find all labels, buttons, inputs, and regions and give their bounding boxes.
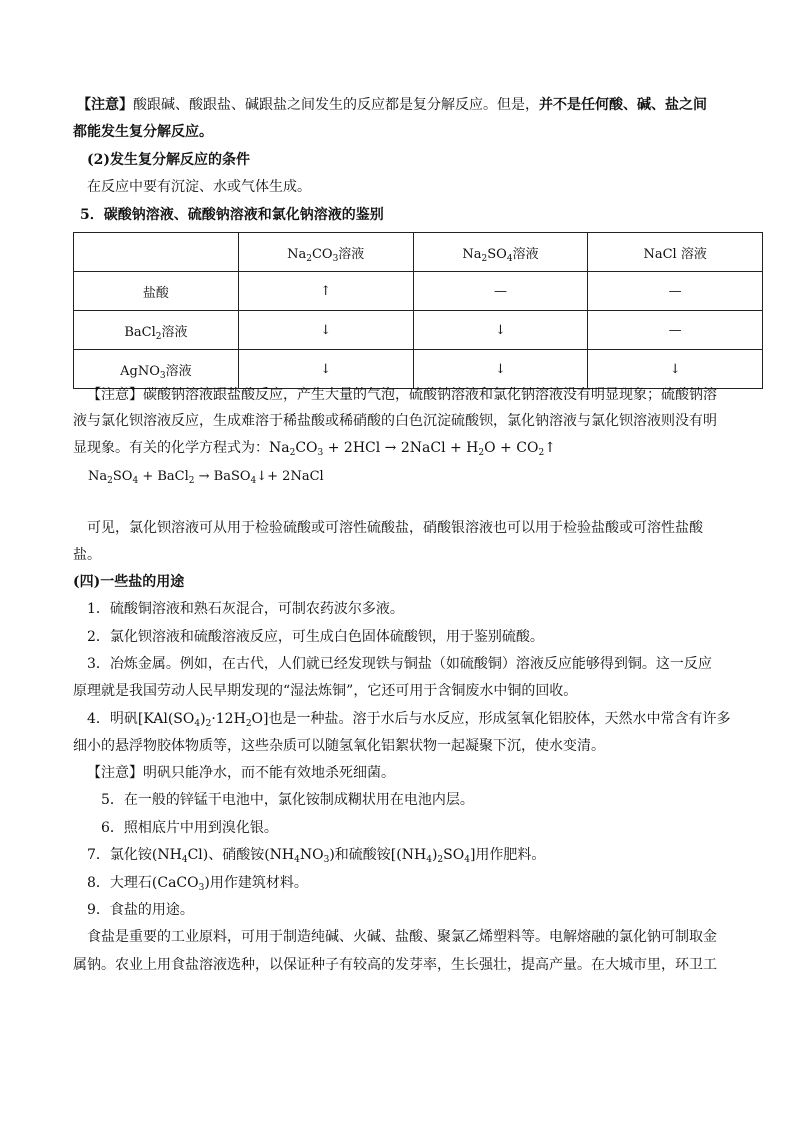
table-header-cell: $Na_2SO_4$溶液 <box>413 233 588 272</box>
table-cell: ↓ <box>413 350 588 389</box>
salt-line1: 食盐是重要的工业原料，可用于制造纯碱、火碱、盐酸、聚氯乙烯塑料等。电解熔融的氯化钠可制取金 <box>87 929 717 945</box>
use-item-3-line2: 原理就是我国劳动人民早期发现的“湿法炼铜”，它还可用于含铜废水中铜的回收。 <box>73 683 578 699</box>
table-cell: 盐酸 <box>74 272 239 311</box>
note-paragraph-line2: 都能发生复分解反应。 <box>73 124 213 140</box>
table-cell: ↓ <box>238 311 413 350</box>
note2-line3 <box>73 438 556 458</box>
note2-line2: 液与氯化钡溶液反应，生成难溶于稀盐酸或稀硝酸的白色沉淀硫酸钡，氯化钠溶液与氯化钡溶液则没有明 <box>73 413 717 429</box>
use-item-2: 2．氯化钡溶液和硫酸溶液反应，可生成白色固体硫酸钡，用于鉴别硫酸。 <box>87 629 544 645</box>
table-cell: ↓ <box>413 311 588 350</box>
table-header-cell: NaCl 溶液 <box>588 233 763 272</box>
identification-table <box>73 232 763 389</box>
use-item-9: 9．食盐的用途。 <box>87 902 194 918</box>
use-item-4-line1: 4．明矾$[KAl(SO_4)_2\cdot 12H_2O]$也是一种盐。溶于水后与水反应，形成氢氧化铝胶体，天然水中常含有许多 <box>87 711 731 729</box>
section-four-heading: (四)一些盐的用途 <box>73 574 185 590</box>
table-cell: BaCl$_2$溶液 <box>74 311 239 350</box>
table-header-row <box>74 233 763 272</box>
use-item-4-line2: 细小的悬浮物胶体物质等，这些杂质可以随氢氧化铝絮状物一起凝聚下沉，使水变清。 <box>73 738 605 754</box>
use-item-1: 1．硫酸铜溶液和熟石灰混合，可制农药波尔多液。 <box>87 601 404 617</box>
note2-line1: 【注意】碳酸钠溶液跟盐酸反应，产生大量的气泡，硫酸钠溶液和氯化钠溶液没有明显现象；硫酸钠溶 <box>87 387 717 403</box>
table-cell: — <box>413 272 588 311</box>
alum-note: 【注意】明矾只能净水，而不能有效地杀死细菌。 <box>87 765 395 781</box>
use-item-6: 6．照相底片中用到溴化银。 <box>101 820 278 836</box>
use-item-7: 7．氯化铵$(NH_4Cl)$、硝酸铵$(NH_4NO_3)$和硫酸铵$[(NH_4)_2SO_4]$用作肥料。 <box>87 847 546 865</box>
condition-text: 在反应中要有沉淀、水或气体生成。 <box>87 179 311 195</box>
use-item-3-line1: 3．冶炼金属。例如，在古代，人们就已经发现铁与铜盐（如硫酸铜）溶液反应能够得到铜。这一反应 <box>87 656 712 672</box>
table-cell: ↓ <box>588 350 763 389</box>
table-header-cell <box>74 233 239 272</box>
equation-2: $Na_2SO_4$ + BaCl$_2$ → BaSO$_4$↓+ 2NaCl <box>88 469 324 486</box>
table-row <box>74 272 763 311</box>
note-text: 酸跟碱、酸跟盐、碱跟盐之间发生的反应都是复分解反应。但是， <box>133 97 539 113</box>
table-cell: ↑ <box>238 272 413 311</box>
table-cell: ↓ <box>238 350 413 389</box>
table-header-cell: $Na_2CO_3$溶液 <box>238 233 413 272</box>
table-cell: AgNO$_3$溶液 <box>74 350 239 389</box>
use-item-8: 8．大理石(CaCO$_3$)用作建筑材料。 <box>87 875 308 893</box>
note-tag: 【注意】 <box>77 97 133 113</box>
use-item-5: 5．在一般的锌锰干电池中，氯化铵制成糊状用在电池内层。 <box>101 792 474 808</box>
table-cell: — <box>588 311 763 350</box>
table-cell: — <box>588 272 763 311</box>
note-bold-text: 并不是任何酸、碱、盐之间 <box>539 97 707 113</box>
visible-line1: 可见，氯化钡溶液可从用于检验硫酸或可溶性硫酸盐，硝酸银溶液也可以用于检验盐酸或可溶性盐酸 <box>87 520 703 536</box>
equation-1: $Na_2CO_3 + 2HCl$ → 2NaCl + $H_2O$ + $CO_2↑$ <box>269 440 556 458</box>
table-row <box>74 311 763 350</box>
note-paragraph-line1 <box>77 95 707 115</box>
condition-heading: (2)发生复分解反应的条件 <box>87 152 250 168</box>
salt-line2: 属钠。农业上用食盐溶液选种，以保证种子有较高的发芽率，生长强壮，提高产量。在大城市里，环卫工 <box>73 957 717 973</box>
note2-line3-text: 显现象。有关的化学方程式为： <box>73 440 269 456</box>
section-5-heading: 5．碳酸钠溶液、硫酸钠溶液和氯化钠溶液的鉴别 <box>80 207 384 223</box>
table-row <box>74 350 763 389</box>
visible-line2: 盐。 <box>73 547 101 563</box>
